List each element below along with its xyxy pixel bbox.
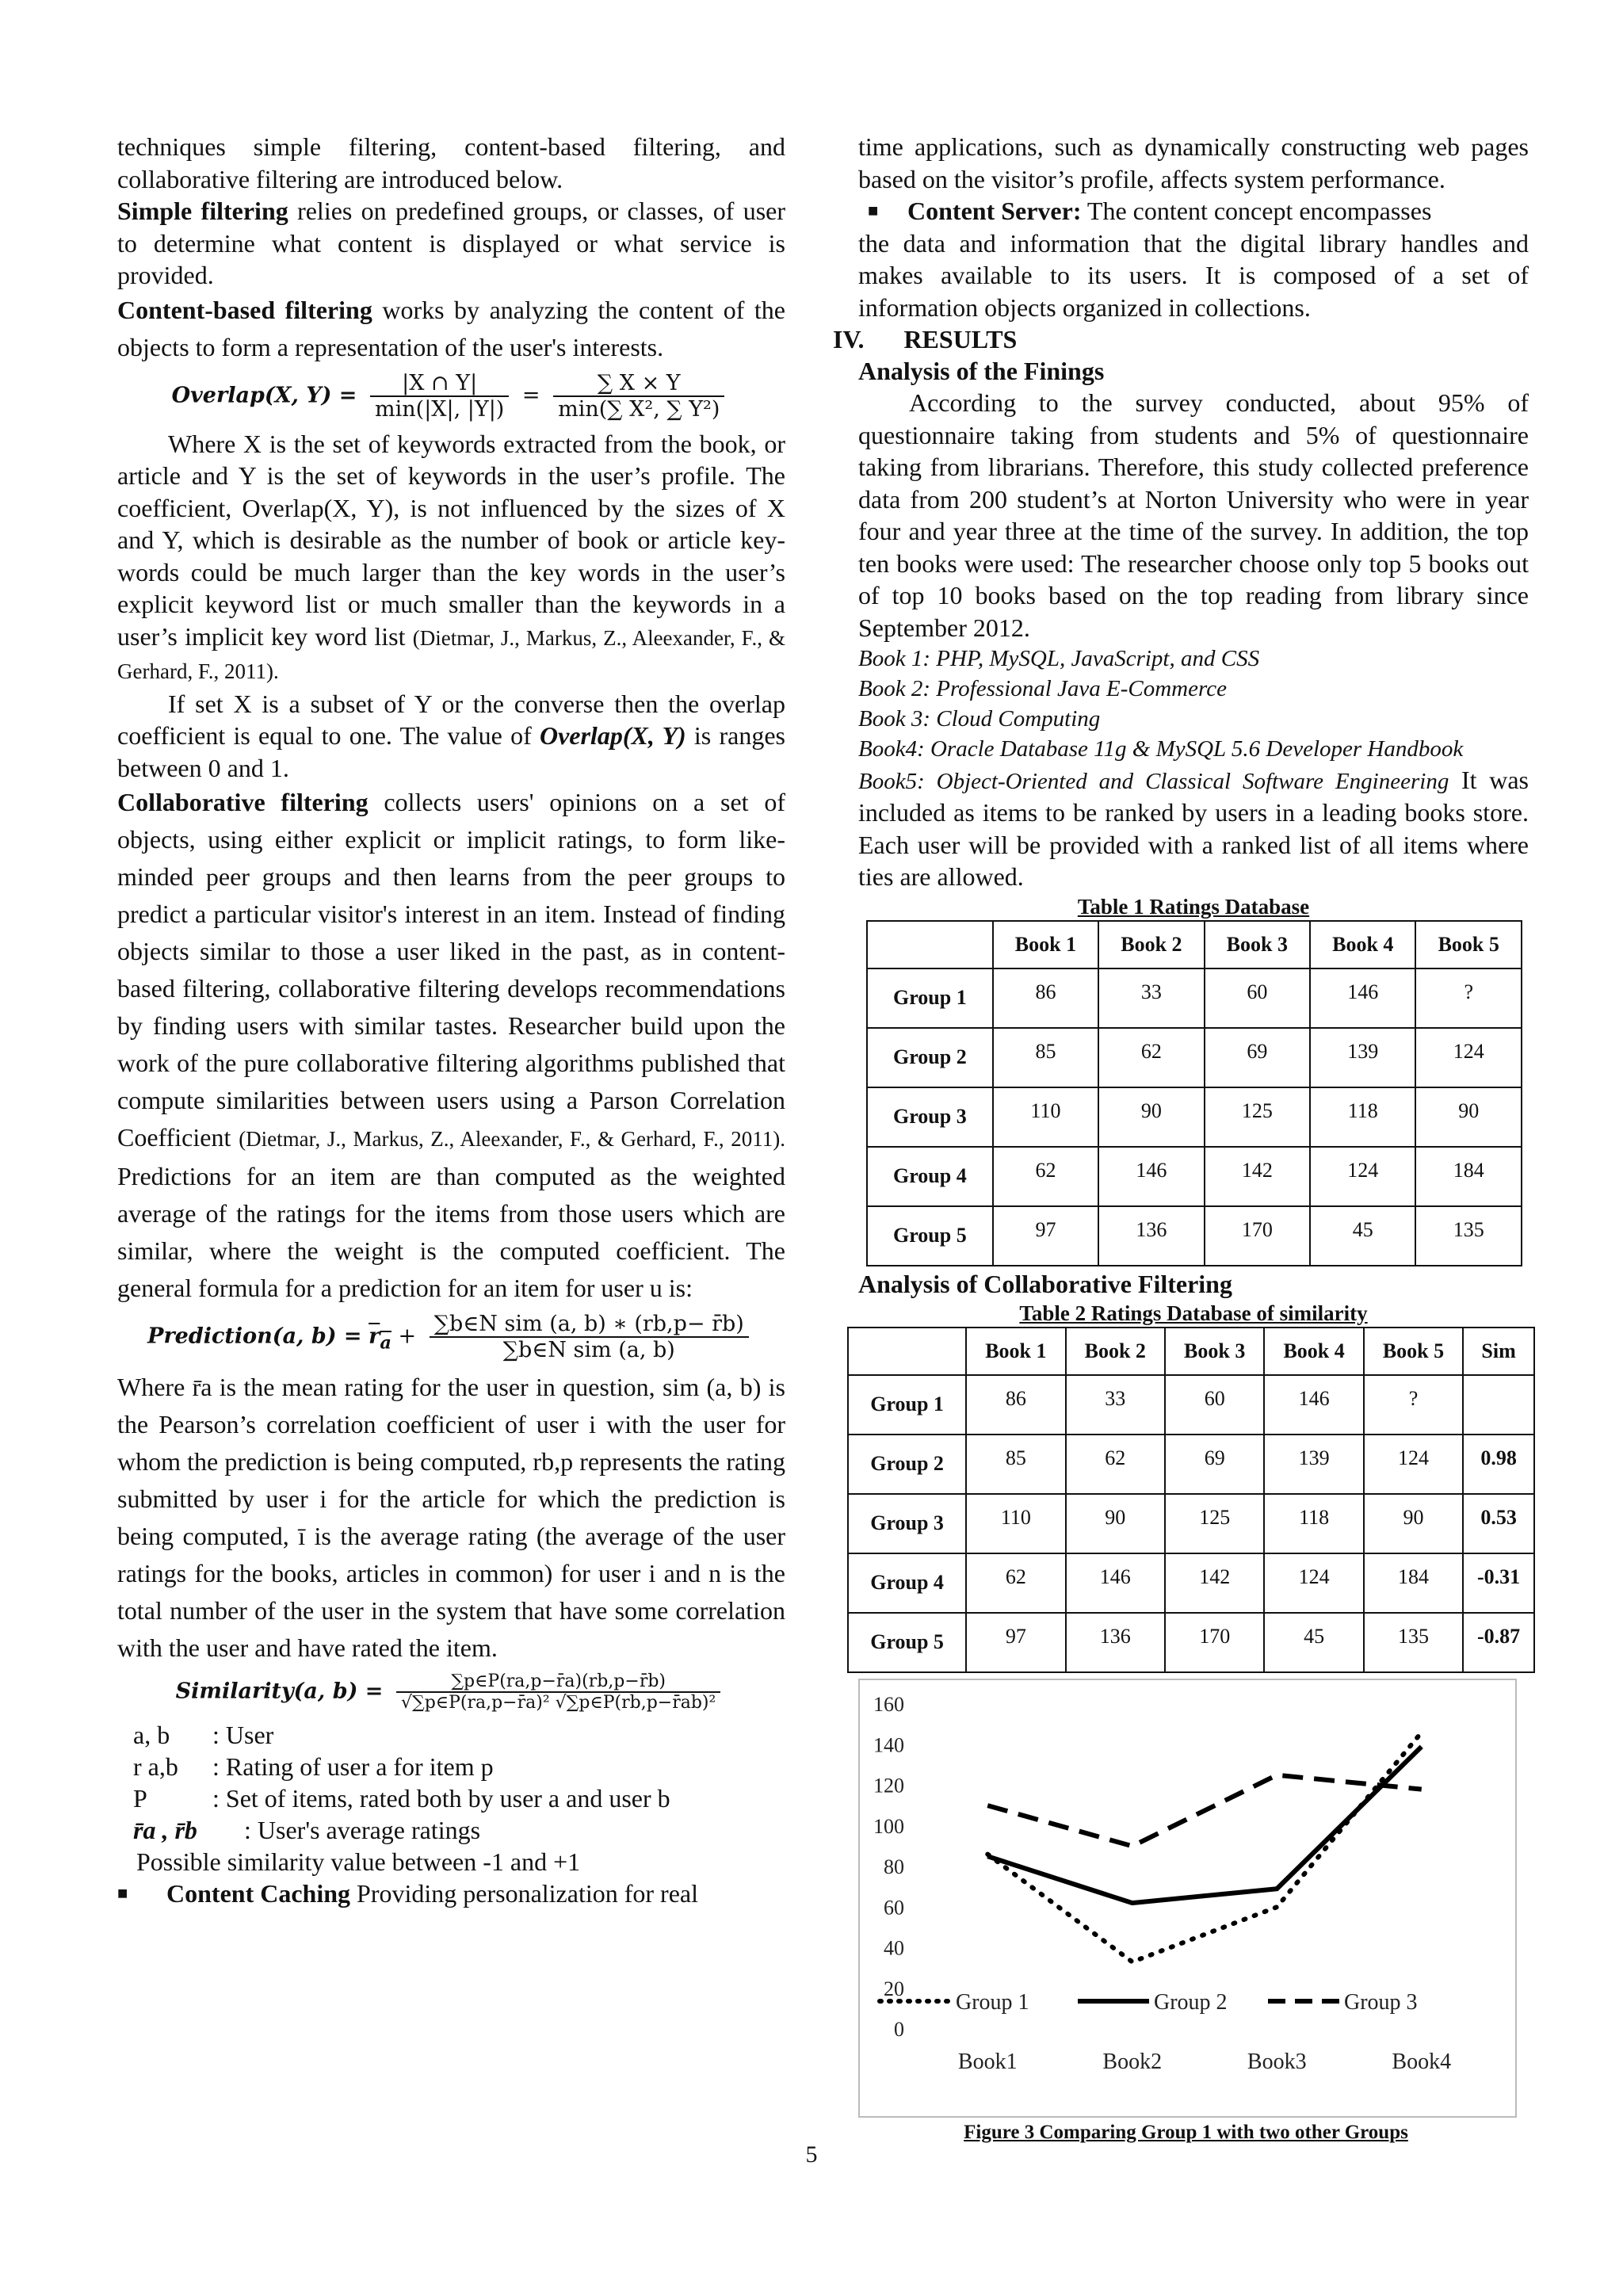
- table-cell: 125: [1165, 1494, 1264, 1553]
- table-cell: 33: [1066, 1375, 1165, 1435]
- table-cell: 110: [966, 1494, 1065, 1553]
- paragraph-simple-filtering: [117, 195, 785, 292]
- text: Providing personalization for real: [350, 1879, 698, 1908]
- table-cell: 124: [1310, 1147, 1415, 1206]
- figure-caption: Figure 3 Comparing Group 1 with two other Groups: [964, 2122, 1408, 2143]
- table-cell: 97: [993, 1206, 1098, 1266]
- citation: (Dietmar, J., Markus, Z., Aleexander, F., & Gerhard, F., 2011).: [117, 625, 786, 683]
- table-cell: 86: [993, 968, 1098, 1028]
- line-chart: [858, 1679, 1517, 2118]
- table-cell: 124: [1415, 1028, 1522, 1087]
- table-cell: 118: [1310, 1087, 1415, 1147]
- table-cell: 146: [1066, 1553, 1165, 1613]
- chart-svg: [860, 1680, 1515, 2116]
- table-header: Sim: [1463, 1328, 1534, 1375]
- table-cell: Group 1: [848, 1375, 966, 1435]
- bullet-content-caching: [117, 1878, 785, 1910]
- table-cell: 170: [1165, 1613, 1264, 1672]
- table-cell: 86: [966, 1375, 1065, 1435]
- table-cell: 118: [1264, 1494, 1363, 1553]
- table2-caption: Table 2 Ratings Database of similarity: [1019, 1301, 1368, 1325]
- definition: [117, 1751, 785, 1782]
- book-item: Book 2: Professional Java E-Commerce: [858, 676, 1227, 701]
- def-key: Possible similarity value between -1 and +1: [136, 1847, 581, 1876]
- table-cell: 139: [1310, 1028, 1415, 1087]
- definition: [117, 1814, 785, 1846]
- table-cell: ?: [1364, 1375, 1463, 1435]
- table-cell: 0.53: [1463, 1494, 1534, 1553]
- table-cell: 90: [1098, 1087, 1204, 1147]
- table-header: Book 5: [1364, 1328, 1463, 1375]
- eq-mean-sub: a: [380, 1331, 391, 1353]
- y-tick-label: 120: [873, 1774, 904, 1797]
- definition: [117, 1782, 785, 1814]
- definition: [117, 1719, 785, 1751]
- table-header: Book 3: [1165, 1328, 1264, 1375]
- table-cell: 136: [1066, 1613, 1165, 1672]
- text: Where X is the set of keywords extracted from the book, or article and Y is the set of keywords in the user’s profile. The coefficient, Overlap(X, Y), is not influenced by the sizes of X and Y, which is desirable as the number of book or article key-words could be much larger than the key words in the user’s explicit keyword list or much smaller than the keywords in a user’s implicit key word list: [117, 429, 785, 651]
- def-value: : Rating of user a for item p: [212, 1752, 494, 1781]
- paragraph-book5: [858, 764, 1529, 893]
- x-tick-label: Book2: [1102, 2050, 1163, 2074]
- possible-range: [117, 1846, 785, 1878]
- x-tick-label: Book3: [1247, 2050, 1307, 2074]
- table-cell: 110: [993, 1087, 1098, 1147]
- y-tick-label: 60: [884, 1896, 904, 1920]
- def-key: a, b: [133, 1721, 170, 1749]
- book-item: Book4: Oracle Database 11g & MySQL 5.6 Developer Handbook: [858, 736, 1464, 762]
- text: collects users' opinions on a set of objects, using either explicit or implicit ratings, to form like-minded peer groups and then learns from the peer groups to predict a particular visitor's interest in an item. Instead of finding objects similar to those a user liked in the past, as in content-based filtering, collaborative filtering develops recommendations by finding users with similar tastes. Researcher build upon the work of the pure collaborative filtering algorithms published that compute similarities between users using a Parson Correlation Coefficient: [117, 788, 786, 1152]
- eq-den: min(|X|, |Y|): [375, 396, 505, 422]
- table-cell: 33: [1098, 968, 1204, 1028]
- section-heading: [833, 323, 1529, 355]
- eq-den: min(∑ X², ∑ Y²): [558, 396, 720, 422]
- ratings-table: [866, 920, 1522, 1266]
- prediction-equation: Prediction(a, $b) = r_a$ + $\frac{\text{∑b∈N sim (a, b) ∗ (rb,p− r̄b)}}{\text{∑b∈N sim (a, b)}}$: [117, 1312, 785, 1362]
- table-header: Book 2: [1098, 921, 1204, 968]
- table-cell: -0.31: [1463, 1553, 1534, 1613]
- paragraph-collaborative: [117, 784, 785, 1307]
- eq-num: ∑ X × Y: [553, 371, 724, 397]
- book-item: Book 1: PHP, MySQL, JavaScript, and CSS: [858, 646, 1260, 671]
- table-cell: 90: [1364, 1494, 1463, 1553]
- table-cell: Group 3: [867, 1087, 993, 1147]
- eq-num: |X ∩ Y|: [370, 371, 509, 397]
- eq-num: ∑p∈P(ra,p−r̄a)(rb,p−r̄b): [396, 1671, 720, 1693]
- table-cell: 142: [1165, 1553, 1264, 1613]
- def-value: : User: [212, 1721, 274, 1749]
- table-row: [848, 1494, 1534, 1553]
- table-cell: -0.87: [1463, 1613, 1534, 1672]
- paragraph-overlap: [117, 428, 785, 688]
- eq-den: ∑b∈N sim (a, b): [502, 1338, 675, 1362]
- table-row: [867, 968, 1522, 1028]
- table-cell: [1463, 1375, 1534, 1435]
- def-value: : Set of items, rated both by user a and user b: [212, 1784, 670, 1813]
- term: Overlap(X, Y): [539, 721, 686, 750]
- book-list: [858, 644, 1529, 764]
- def-key: P: [133, 1784, 147, 1813]
- paragraph: techniques simple filtering, content-based filtering, and collaborative filtering are introduced below.: [117, 132, 785, 193]
- table-cell: 60: [1205, 968, 1310, 1028]
- def-key: r̄a , r̄b: [133, 1816, 197, 1844]
- table-cell: 135: [1415, 1206, 1522, 1266]
- table-row: [848, 1613, 1534, 1672]
- table-cell: 62: [966, 1553, 1065, 1613]
- table-cell: ?: [1415, 968, 1522, 1028]
- table-cell: 85: [966, 1435, 1065, 1494]
- eq-mean: [369, 1324, 391, 1353]
- square-bullet-icon: ■: [868, 201, 879, 220]
- table-row: [867, 1028, 1522, 1087]
- paragraph: time applications, such as dynamically constructing web pages based on the visitor’s profile, affects system performance.: [858, 132, 1529, 193]
- table-cell: 60: [1165, 1375, 1264, 1435]
- term: Content Server:: [907, 197, 1082, 225]
- y-tick-label: 0: [894, 2018, 904, 2041]
- legend-label: Group 2: [1154, 1990, 1228, 2015]
- eq-lhs: Similarity(a, b) =: [175, 1679, 384, 1704]
- legend-label: Group 1: [956, 1990, 1029, 2015]
- table-cell: 97: [966, 1613, 1065, 1672]
- table-header: Book 2: [1066, 1328, 1165, 1375]
- table-header: Book 1: [966, 1328, 1065, 1375]
- table-cell: Group 2: [867, 1028, 993, 1087]
- page-number: 5: [805, 2141, 818, 2168]
- table-header: [848, 1328, 966, 1375]
- section-number: IV.: [833, 325, 865, 353]
- x-tick-label: Book1: [957, 2050, 1018, 2074]
- table-cell: 90: [1066, 1494, 1165, 1553]
- y-tick-label: 40: [884, 1936, 904, 1960]
- paragraph-survey: According to the survey conducted, about 95% of questionnaire taking from students and 5% of questionnaire taking from librarians. Therefore, this study collected preference data from 200 student’s at Norton University who were in year four and year three at the time of the survey. In addition, the top ten books were used: The researcher choose only top 5 books out of top 10 books based on the top reading from library since September 2012.: [858, 388, 1529, 642]
- table-cell: 85: [993, 1028, 1098, 1087]
- table-header: Book 3: [1205, 921, 1310, 968]
- right-column: [833, 131, 1529, 1673]
- table-header: Book 4: [1310, 921, 1415, 968]
- table-cell: 184: [1415, 1147, 1522, 1206]
- table-cell: Group 2: [848, 1435, 966, 1494]
- table-header: Book 5: [1415, 921, 1522, 968]
- table-cell: 62: [993, 1147, 1098, 1206]
- def-key: r a,b: [133, 1752, 178, 1781]
- y-tick-label: 100: [873, 1814, 904, 1838]
- table-cell: Group 4: [848, 1553, 966, 1613]
- table-cell: 146: [1310, 968, 1415, 1028]
- paragraph-prediction-explain: Where r̄a is the mean rating for the user in question, sim (a, b) is the Pearson’s correlation coefficient of user i with the user for whom the prediction is being computed, rb,p represents the rating submitted by user i for the article for which the prediction is being computed, ī is the average rating (the average of the user ratings for the books, articles in common) for user i and n is the total number of the user in the system that have some correlation with the user and have rated the item.: [117, 1373, 785, 1662]
- table-row: [867, 1087, 1522, 1147]
- paragraph: the data and information that the digital library handles and makes available to its users. It is composed of a set of information objects organized in collections.: [858, 228, 1529, 322]
- eq-num: ∑b∈N sim (a, b) ∗ (rb,p− r̄b): [430, 1312, 749, 1338]
- table-cell: Group 5: [848, 1613, 966, 1672]
- text: Predictions for an item are than computed as the weighted average of the ratings for the items from those users which are similar, where the weight is the computed coefficient. The general formula for a prediction for an item for user u is:: [117, 1162, 785, 1302]
- table-row: [848, 1553, 1534, 1613]
- y-tick-label: 20: [884, 1977, 904, 2000]
- term: Content Caching: [166, 1879, 351, 1908]
- paragraph-subset: [117, 688, 785, 785]
- table-cell: 69: [1165, 1435, 1264, 1494]
- table-cell: 45: [1264, 1613, 1363, 1672]
- table-cell: Group 1: [867, 968, 993, 1028]
- table-header: Book 1: [993, 921, 1098, 968]
- y-tick-label: 160: [873, 1693, 904, 1716]
- table-header-row: [867, 921, 1522, 968]
- table-cell: 69: [1205, 1028, 1310, 1087]
- table-row: [867, 1206, 1522, 1266]
- book-item: Book 3: Cloud Computing: [858, 706, 1101, 732]
- table-cell: 125: [1205, 1087, 1310, 1147]
- table-cell: 124: [1364, 1435, 1463, 1494]
- eq-lhs: Overlap(X, Y) =: [171, 383, 357, 407]
- eq-mean-symbol: r: [369, 1324, 380, 1349]
- table-cell: 45: [1310, 1206, 1415, 1266]
- table-cell: 124: [1264, 1553, 1363, 1613]
- text: The content concept encompasses: [1081, 197, 1432, 225]
- eq-den: √∑p∈P(ra,p−r̄a)² √∑p∈P(rb,p−r̄ab)²: [400, 1693, 716, 1713]
- table-header: [867, 921, 993, 968]
- subheading-collaborative: Analysis of Collaborative Filtering: [858, 1269, 1232, 1298]
- text: is ranges between 0 and 1.: [117, 721, 785, 782]
- table-cell: 184: [1364, 1553, 1463, 1613]
- table-cell: 90: [1415, 1087, 1522, 1147]
- table-cell: Group 3: [848, 1494, 966, 1553]
- table-cell: 170: [1205, 1206, 1310, 1266]
- y-tick-label: 80: [884, 1855, 904, 1878]
- table1-caption: Table 1 Ratings Database: [1077, 894, 1310, 919]
- table-header: Book 4: [1264, 1328, 1363, 1375]
- definitions-list: [117, 1719, 785, 1878]
- y-tick-label: 140: [873, 1733, 904, 1757]
- book-item: Book5: Object-Oriented and Classical Software Engineering: [858, 769, 1449, 794]
- table-cell: 0.98: [1463, 1435, 1534, 1494]
- citation: (Dietmar, J., Markus, Z., Aleexander, F., & Gerhard, F., 2011).: [239, 1127, 785, 1151]
- term: Collaborative filtering: [117, 788, 369, 816]
- legend-label: Group 3: [1344, 1990, 1418, 2015]
- subheading-findings: Analysis of the Finings: [858, 357, 1105, 385]
- text: It was included as items to be ranked by users in a leading books store. Each user will be provided with a ranked list of all items where ties are allowed.: [858, 766, 1529, 891]
- table-cell: 142: [1205, 1147, 1310, 1206]
- table-cell: 62: [1098, 1028, 1204, 1087]
- table-row: [848, 1375, 1534, 1435]
- text: works by analyzing the content of the objects to form a representation of the user's interests.: [117, 295, 786, 361]
- text: relies on predefined groups, or classes, of user to determine what content is displayed or what service is provided.: [117, 197, 786, 289]
- bullet-content-server: [858, 195, 1529, 227]
- series-line-group-1: [987, 1733, 1422, 1962]
- def-value: : User's average ratings: [244, 1816, 481, 1844]
- term: Simple filtering: [117, 197, 288, 225]
- table-cell: 146: [1098, 1147, 1204, 1206]
- left-column: [117, 131, 785, 1910]
- table-cell: 139: [1264, 1435, 1363, 1494]
- paragraph-content-based: [117, 292, 785, 366]
- table-cell: 62: [1066, 1435, 1165, 1494]
- term: Content-based filtering: [117, 295, 372, 324]
- table-cell: 136: [1098, 1206, 1204, 1266]
- table-row: [848, 1435, 1534, 1494]
- table-cell: Group 4: [867, 1147, 993, 1206]
- section-title: RESULTS: [903, 325, 1018, 353]
- table-cell: 146: [1264, 1375, 1363, 1435]
- table-cell: 135: [1364, 1613, 1463, 1672]
- table-header-row: [848, 1328, 1534, 1375]
- text: If set X is a subset of Y or the converse then the overlap coefficient is equal to one. The value of: [117, 689, 785, 750]
- overlap-equation: Overlap(X, Y) = $\frac{|X \cap Y|}{\min(|X|, |Y|)}$ = $\frac{\sum X \times Y}{\text{min(∑ X², ∑ Y²)}}$: [117, 371, 785, 422]
- x-tick-label: Book4: [1392, 2050, 1452, 2074]
- square-bullet-icon: ■: [117, 1883, 128, 1903]
- table-row: [867, 1147, 1522, 1206]
- table-cell: Group 5: [867, 1206, 993, 1266]
- eq-lhs: Prediction(a, b) =: [147, 1324, 362, 1349]
- similarity-table: [847, 1327, 1535, 1673]
- similarity-equation: [117, 1671, 785, 1713]
